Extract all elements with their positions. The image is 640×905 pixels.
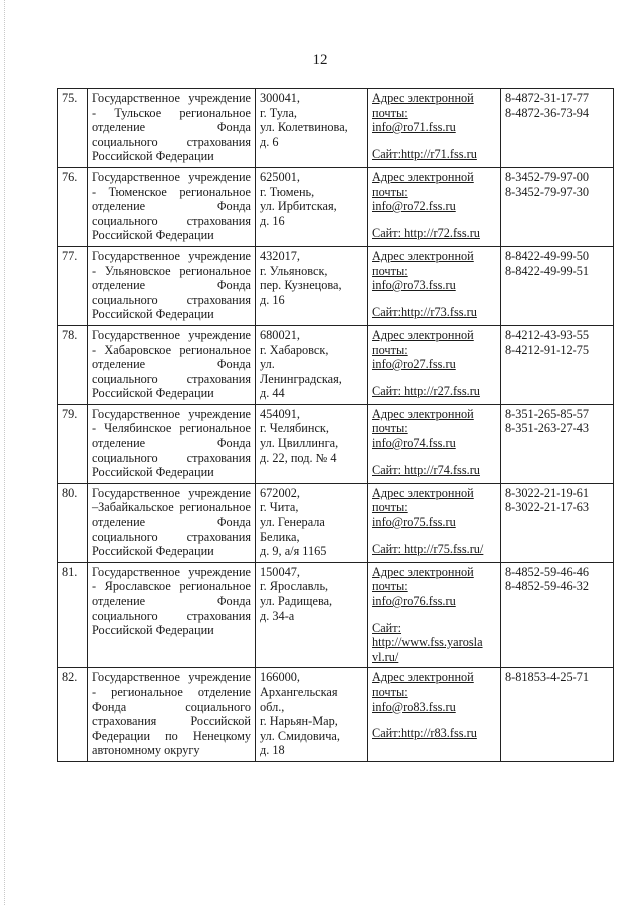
email-label-line: Адрес электронной [372, 670, 474, 685]
row-number-text: 77. [62, 248, 78, 263]
address-cell [256, 483, 368, 562]
email-link[interactable]: info@ro72.fss.ru [372, 199, 456, 214]
email-label-line-group [372, 249, 496, 278]
row-number-text: 76. [62, 169, 78, 184]
address-line: 454091, [260, 406, 300, 421]
email-label-line: Адрес электронной [372, 327, 474, 342]
site-link[interactable]: Сайт:http://r71.fss.ru [372, 146, 477, 161]
phone-number: 8-351-263-27-43 [505, 421, 590, 436]
organization-name: Государственное учреждение - Ульяновское региональное отделение Фонда социального страхования Российской Федерации [92, 248, 251, 322]
table-row [58, 404, 614, 483]
address-line: д. 34-а [260, 608, 295, 623]
email-link[interactable]: info@ro27.fss.ru [372, 357, 456, 372]
row-number-text: 82. [62, 670, 78, 685]
contacts-cell [368, 167, 501, 246]
site-link-group [372, 384, 496, 399]
address-line: г. Чита, [260, 500, 299, 515]
email-label-line: почты: [372, 421, 408, 436]
row-number [58, 562, 88, 668]
address-cell [256, 404, 368, 483]
organization-cell [88, 167, 256, 246]
email-label-line: Адрес электронной [372, 248, 474, 263]
phone-number: 8-351-265-85-57 [505, 406, 590, 421]
address-line: д. 44 [260, 386, 285, 401]
contacts-cell [368, 562, 501, 668]
email-label-line: почты: [372, 500, 408, 515]
site-link-group [372, 147, 496, 162]
row-number [58, 483, 88, 562]
email-label-line: Адрес электронной [372, 169, 474, 184]
phone-number: 8-4872-36-73-94 [505, 105, 590, 120]
organization-cell [88, 668, 256, 762]
email-label-line: почты: [372, 684, 408, 699]
email-label-line: почты: [372, 105, 408, 120]
phones-cell [501, 562, 614, 668]
organization-name: Государственное учреждение - Челябинское региональное отделение Фонда социального страхования Российской Федерации [92, 406, 251, 480]
address-line-group [260, 91, 363, 149]
phone-number: 8-4852-59-46-32 [505, 579, 590, 594]
scan-edge-mark [4, 0, 6, 905]
email-label-line: почты: [372, 579, 408, 594]
address-line-group [260, 328, 363, 401]
email-label-line-group [372, 170, 496, 199]
phones-cell [501, 483, 614, 562]
address-line: ул. Цвиллинга, [260, 436, 339, 451]
address-line: г. Ульяновск, [260, 263, 328, 278]
phone-number: 8-8422-49-99-51 [505, 263, 590, 278]
phone-number: 8-4212-43-93-55 [505, 327, 590, 342]
phone-number: 8-3022-21-17-63 [505, 500, 590, 515]
address-cell [256, 562, 368, 668]
address-line: ул. Колетвинова, [260, 120, 348, 135]
phone-number: 8-4872-31-17-77 [505, 91, 590, 105]
address-line: ул. Радищева, [260, 594, 333, 608]
address-line: ул. Смидовича, [260, 728, 340, 743]
address-line: ул. Ирбитская, [260, 199, 337, 214]
organization-cell [88, 89, 256, 168]
table-row [58, 89, 614, 168]
site-link-group [372, 621, 496, 665]
address-line-group [260, 486, 363, 559]
contacts-cell [368, 668, 501, 762]
address-line: 672002, [260, 485, 300, 500]
table-row [58, 562, 614, 668]
site-link[interactable]: Сайт: http://r27.fss.ru [372, 383, 480, 398]
address-line: д. 6 [260, 134, 279, 149]
phone-number: 8-4852-59-46-46 [505, 564, 590, 579]
address-line: д. 16 [260, 213, 285, 228]
address-line: 680021, [260, 327, 300, 342]
row-number-text: 80. [62, 485, 78, 500]
address-line: г. Тюмень, [260, 184, 315, 199]
site-link-group [372, 463, 496, 478]
address-line: 166000, [260, 670, 300, 685]
organization-name: Государственное учреждение - Ярославское региональное отделение Фонда социального страхования Российской Федерации [92, 564, 251, 638]
email-label-line: почты: [372, 263, 408, 278]
phones-cell [501, 246, 614, 325]
organization-cell [88, 404, 256, 483]
phone-number: 8-3022-21-19-61 [505, 485, 590, 500]
phones-cell [501, 668, 614, 762]
address-cell [256, 167, 368, 246]
address-line: 625001, [260, 169, 300, 184]
row-number [58, 167, 88, 246]
email-label-line: почты: [372, 184, 408, 199]
contacts-cell [368, 246, 501, 325]
email-label-line: Адрес электронной [372, 91, 474, 105]
email-link[interactable]: info@ro83.fss.ru [372, 699, 456, 714]
contacts-cell [368, 483, 501, 562]
address-cell [256, 668, 368, 762]
phone-number-group [505, 670, 609, 685]
email-label-line: Адрес электронной [372, 485, 474, 500]
organization-cell [88, 246, 256, 325]
email-link[interactable]: info@ro76.fss.ru [372, 594, 456, 608]
address-line: Архангельская [260, 684, 338, 699]
address-line: Ленинградская, [260, 371, 342, 386]
email-label-line-group [372, 407, 496, 436]
contacts-cell [368, 89, 501, 168]
site-link-group [372, 726, 496, 741]
address-line: ул. Генерала [260, 515, 325, 530]
address-line-group [260, 670, 363, 758]
site-link[interactable]: Сайт: http://r74.fss.ru [372, 462, 480, 477]
site-link-group [372, 305, 496, 320]
phone-number-group [505, 249, 609, 278]
phone-number: 8-3452-79-97-00 [505, 169, 590, 184]
row-number [58, 325, 88, 404]
address-line: д. 16 [260, 292, 285, 307]
email-label-line: Адрес электронной [372, 406, 474, 421]
site-link[interactable]: Сайт:http://r73.fss.ru [372, 304, 477, 319]
address-line: обл., [260, 699, 285, 714]
address-line: д. 22, под. № 4 [260, 450, 337, 465]
address-line: г. Челябинск, [260, 421, 329, 436]
address-line: г. Нарьян-Мар, [260, 714, 338, 729]
organization-name: Государственное учреждение - Тульское региональное отделение Фонда социального страхования Российской Федерации [92, 91, 251, 164]
address-line: 300041, [260, 91, 300, 105]
registry-table [57, 88, 614, 762]
email-link[interactable]: info@ro75.fss.ru [372, 515, 456, 530]
row-number [58, 404, 88, 483]
table-row [58, 325, 614, 404]
phone-number-group [505, 486, 609, 515]
phone-number: 8-4212-91-12-75 [505, 342, 590, 357]
phones-cell [501, 404, 614, 483]
phone-number: 8-81853-4-25-71 [505, 670, 590, 685]
row-number [58, 668, 88, 762]
organization-cell [88, 562, 256, 668]
email-label-line-group [372, 670, 496, 699]
address-cell [256, 89, 368, 168]
address-line: 150047, [260, 564, 300, 579]
phones-cell [501, 167, 614, 246]
address-line-group [260, 170, 363, 228]
email-link[interactable]: info@ro74.fss.ru [372, 436, 456, 451]
address-line: г. Хабаровск, [260, 342, 329, 357]
address-line: д. 18 [260, 743, 285, 758]
contacts-cell [368, 325, 501, 404]
site-link-group [372, 226, 496, 241]
phones-cell [501, 89, 614, 168]
email-label-line-group [372, 91, 496, 120]
email-link[interactable]: info@ro73.fss.ru [372, 278, 456, 293]
address-line: г. Тула, [260, 105, 297, 120]
phones-cell [501, 325, 614, 404]
address-line: пер. Кузнецова, [260, 278, 342, 293]
email-label-line-group [372, 328, 496, 357]
page-number: 12 [312, 52, 328, 68]
row-number [58, 246, 88, 325]
phone-number: 8-8422-49-99-50 [505, 248, 590, 263]
address-cell [256, 325, 368, 404]
address-line-group [260, 407, 363, 465]
phone-number-group [505, 170, 609, 199]
phone-number-group [505, 407, 609, 436]
organization-name: Государственное учреждение –Забайкальское региональное отделение Фонда социального страхования Российской Федерации [92, 485, 251, 559]
row-number-text: 75. [62, 91, 78, 105]
address-line-group [260, 565, 363, 623]
organization-cell [88, 483, 256, 562]
site-link[interactable]: Сайт: [372, 620, 402, 635]
address-line: ул. [260, 357, 275, 372]
phone-number-group [505, 91, 609, 120]
address-line: д. 9, а/я 1165 [260, 544, 327, 559]
table-row [58, 246, 614, 325]
phone-number: 8-3452-79-97-30 [505, 184, 590, 199]
address-cell [256, 246, 368, 325]
row-number-text: 79. [62, 406, 78, 421]
organization-name: Государственное учреждение - Тюменское региональное отделение Фонда социального страхования Российской Федерации [92, 169, 251, 243]
address-line: г. Ярославль, [260, 579, 329, 594]
site-link[interactable]: http://www.fss.yarosla [372, 635, 483, 650]
organization-cell [88, 325, 256, 404]
email-label-line: почты: [372, 342, 408, 357]
email-link[interactable]: info@ro71.fss.ru [372, 120, 456, 135]
address-line: Белика, [260, 529, 300, 544]
row-number-text: 81. [62, 564, 78, 579]
site-link[interactable]: Сайт:http://r83.fss.ru [372, 726, 477, 741]
site-link[interactable]: vl.ru/ [372, 649, 399, 664]
phone-number-group [505, 565, 609, 594]
table-row [58, 483, 614, 562]
site-link[interactable]: Сайт: http://r72.fss.ru [372, 225, 480, 240]
site-link[interactable]: Сайт: http://r75.fss.ru/ [372, 541, 484, 556]
table-row [58, 668, 614, 762]
email-label-line-group [372, 486, 496, 515]
organization-name: Государственное учреждение - региональное отделение Фонда социального страхования Российской Федерации по Ненецкому автономному округу [92, 670, 251, 758]
row-number-text: 78. [62, 327, 78, 342]
email-label-line-group [372, 565, 496, 594]
contacts-cell [368, 404, 501, 483]
address-line: 432017, [260, 248, 300, 263]
email-label-line: Адрес электронной [372, 564, 474, 579]
table-row [58, 167, 614, 246]
site-link-group [372, 542, 496, 557]
organization-name: Государственное учреждение - Хабаровское региональное отделение Фонда социального страхования Российской Федерации [92, 327, 251, 401]
row-number [58, 89, 88, 168]
phone-number-group [505, 328, 609, 357]
address-line-group [260, 249, 363, 307]
